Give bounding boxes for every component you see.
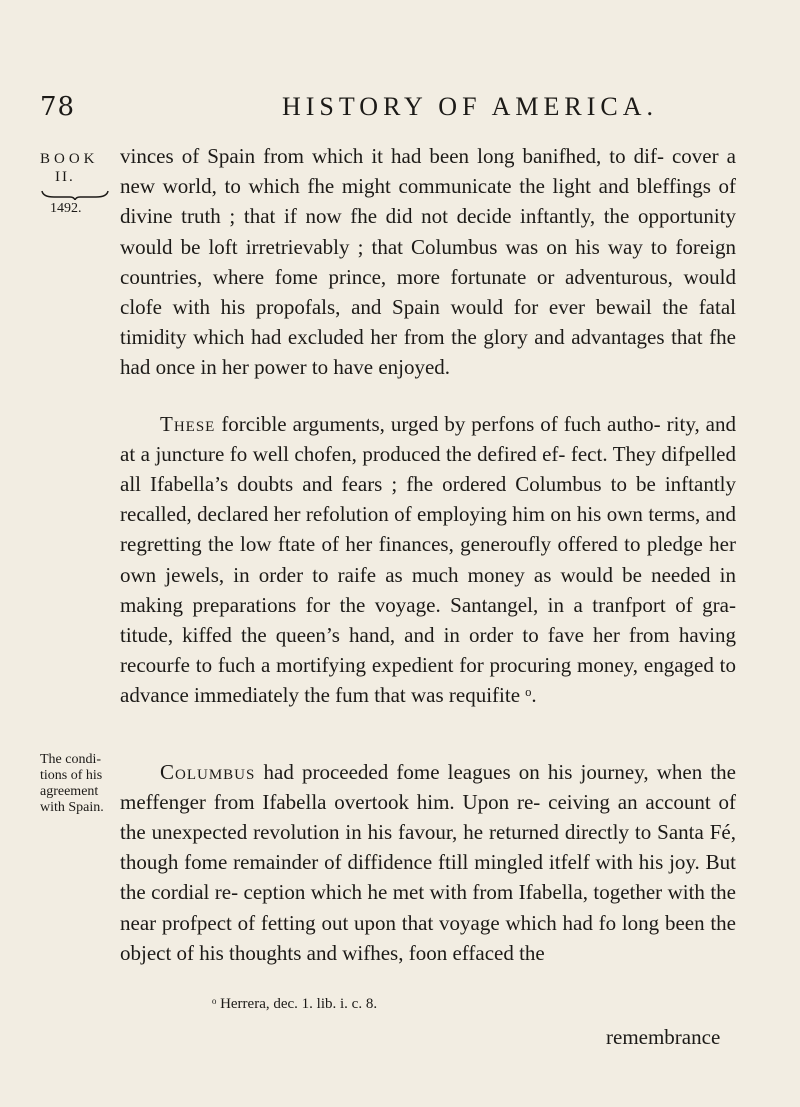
paragraph-3	[120, 757, 736, 968]
paragraph-2-text: forcible arguments, urged by perfons of fuch autho- rity, and at a juncture fo well chofen, produced the defired ef- fect. They difpelled all Ifabella’s doubts and fears ; fhe ordered Columbus to be inftantly recalled, declared her refolution of employing him on his own terms, and regretting the low ftate of her finances, generoufly offered to pledge her own jewels, in order to raife as much money as would be needed in making preparations for the voyage. Santangel, in a tranfport of gra- titude, kiffed the queen’s hand, and in order to fave her from having recourfe to fuch a mortifying expedient for procuring money, engaged to advance immediately the fum that was requifite ᵒ.	[120, 411, 736, 708]
margin-book-label	[40, 150, 110, 218]
year-label: 1492.	[50, 201, 82, 216]
paragraph-2-lead: These	[160, 411, 216, 436]
paragraph-3-lead: Columbus	[160, 759, 256, 784]
catchword: remembrance	[606, 1025, 721, 1049]
paragraph-3-text: had proceeded fome leagues on his journey, when the meffenger from Ifabella overtook him. Upon re- ceiving an account of the unexpected revolution in his favour, he returned directly to Santa Fé, though fome remainder of diffidence ftill mingled itfelf with his joy. But the cordial re- ception which he met with from Ifabella, together with the near profpect of fetting out upon that voyage which had fo long been the object of his thoughts and wifhes, foon effaced the	[120, 759, 736, 965]
book-label: BOOK	[40, 151, 99, 167]
running-head: HISTORY OF AMERICA.	[282, 92, 658, 121]
footnote: ᵒ Herrera, dec. 1. lib. i. c. 8.	[212, 996, 378, 1012]
page-number: 78	[40, 92, 76, 122]
paragraph-2	[120, 409, 736, 711]
side-note: The condi- tions of his agreement with Spain.	[40, 752, 104, 815]
part-label: II.	[55, 169, 75, 185]
brace-icon	[40, 190, 110, 200]
paragraph-1: vinces of Spain from which it had been long banifhed, to dif- cover a new world, to which fhe might communicate the light and bleffings of divine truth ; that if now fhe did not decide inftantly, the opportunity would be loft irretrievably ; that Columbus was on his way to foreign countries, where fome prince, more fortunate or adventurous, would clofe with his propofals, and Spain would for ever bewail the fatal timidity which had excluded her from the glory and advantages that fhe had once in her power to have enjoyed.	[120, 144, 736, 380]
body-text	[120, 141, 736, 968]
